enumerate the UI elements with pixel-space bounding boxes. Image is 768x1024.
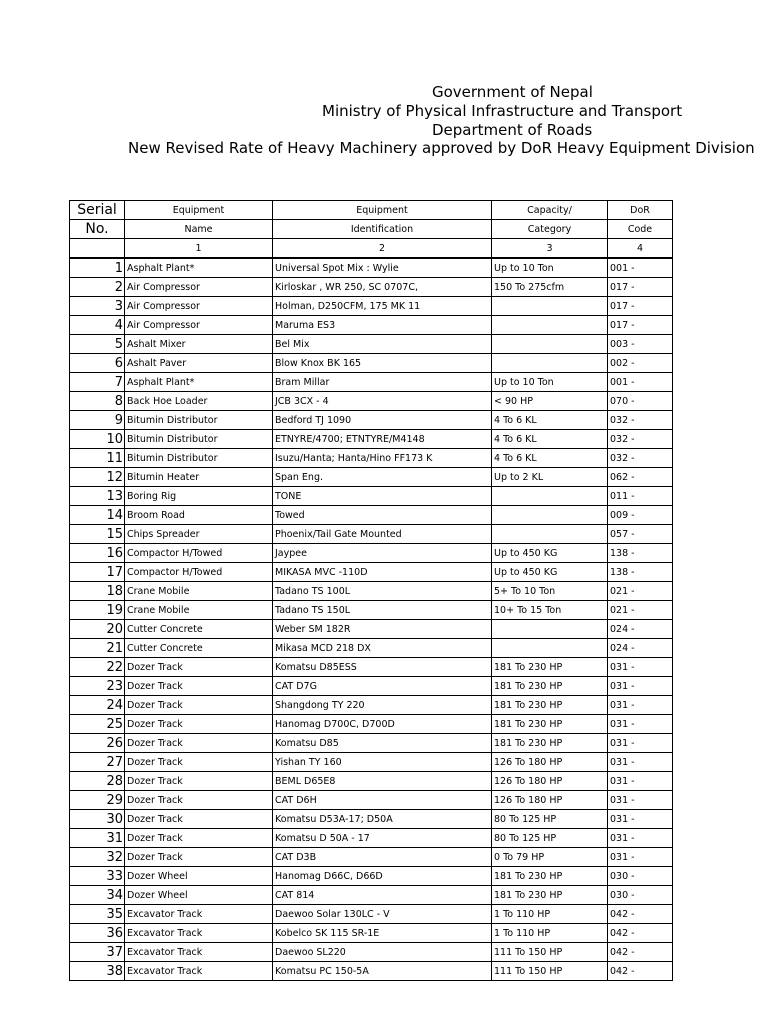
identification-cell: BEML D65E8 xyxy=(273,772,492,791)
identification-cell: Mikasa MCD 218 DX xyxy=(273,639,492,658)
table-row xyxy=(70,962,673,981)
table-row xyxy=(70,715,673,734)
dor-code-cell: 031 - xyxy=(608,696,673,715)
header-identification-bottom: Identification xyxy=(273,220,492,239)
table-row xyxy=(70,791,673,810)
identification-cell: Daewoo Solar 130LC - V xyxy=(273,905,492,924)
serial-number-cell: 38 xyxy=(70,962,125,981)
dor-code-cell: 032 - xyxy=(608,411,673,430)
capacity-cell xyxy=(492,335,608,354)
serial-number-cell: 6 xyxy=(70,354,125,373)
capacity-cell: 181 To 230 HP xyxy=(492,677,608,696)
department-title: Department of Roads xyxy=(432,121,593,139)
table-row xyxy=(70,335,673,354)
capacity-cell xyxy=(492,316,608,335)
equipment-name-cell: Crane Mobile xyxy=(125,582,273,601)
serial-number-cell: 15 xyxy=(70,525,125,544)
equipment-name-cell: Air Compressor xyxy=(125,316,273,335)
table-row xyxy=(70,734,673,753)
dor-code-cell: 032 - xyxy=(608,449,673,468)
equipment-name-cell: Bitumin Heater xyxy=(125,468,273,487)
serial-number-cell: 14 xyxy=(70,506,125,525)
table-row xyxy=(70,468,673,487)
capacity-cell xyxy=(492,354,608,373)
identification-cell: CAT 814 xyxy=(273,886,492,905)
table-header xyxy=(70,201,673,259)
equipment-name-cell: Air Compressor xyxy=(125,278,273,297)
equipment-name-cell: Cutter Concrete xyxy=(125,620,273,639)
equipment-name-cell: Excavator Track xyxy=(125,905,273,924)
capacity-cell: Up to 2 KL xyxy=(492,468,608,487)
dor-code-cell: 001 - xyxy=(608,373,673,392)
header-index-2: 2 xyxy=(273,239,492,259)
equipment-name-cell: Excavator Track xyxy=(125,943,273,962)
identification-cell: TONE xyxy=(273,487,492,506)
dor-code-cell: 021 - xyxy=(608,582,673,601)
serial-number-cell: 27 xyxy=(70,753,125,772)
table-row xyxy=(70,905,673,924)
serial-number-cell: 9 xyxy=(70,411,125,430)
serial-number-cell: 33 xyxy=(70,867,125,886)
header-capacity-bottom: Category xyxy=(492,220,608,239)
equipment-name-cell: Dozer Wheel xyxy=(125,867,273,886)
table-row xyxy=(70,297,673,316)
capacity-cell: 126 To 180 HP xyxy=(492,791,608,810)
dor-code-cell: 021 - xyxy=(608,601,673,620)
dor-code-cell: 062 - xyxy=(608,468,673,487)
capacity-cell: 80 To 125 HP xyxy=(492,810,608,829)
serial-number-cell: 23 xyxy=(70,677,125,696)
identification-cell: Phoenix/Tail Gate Mounted xyxy=(273,525,492,544)
header-index-4: 4 xyxy=(608,239,673,259)
identification-cell: CAT D6H xyxy=(273,791,492,810)
capacity-cell: 111 To 150 HP xyxy=(492,943,608,962)
table-row xyxy=(70,867,673,886)
dor-code-cell: 024 - xyxy=(608,639,673,658)
identification-cell: JCB 3CX - 4 xyxy=(273,392,492,411)
table-row xyxy=(70,753,673,772)
equipment-name-cell: Excavator Track xyxy=(125,924,273,943)
table-body xyxy=(70,258,673,981)
equipment-name-cell: Compactor H/Towed xyxy=(125,563,273,582)
dor-code-cell: 032 - xyxy=(608,430,673,449)
capacity-cell: 4 To 6 KL xyxy=(492,430,608,449)
serial-number-cell: 36 xyxy=(70,924,125,943)
table-row xyxy=(70,506,673,525)
serial-number-cell: 16 xyxy=(70,544,125,563)
identification-cell: CAT D3B xyxy=(273,848,492,867)
machinery-rate-table xyxy=(69,200,672,981)
table-row xyxy=(70,639,673,658)
equipment-name-cell: Excavator Track xyxy=(125,962,273,981)
table-row xyxy=(70,582,673,601)
header-serial-bottom: No. xyxy=(70,220,125,239)
capacity-cell: Up to 10 Ton xyxy=(492,258,608,278)
serial-number-cell: 12 xyxy=(70,468,125,487)
table-row xyxy=(70,696,673,715)
capacity-cell: 111 To 150 HP xyxy=(492,962,608,981)
identification-cell: Universal Spot Mix : Wylie xyxy=(273,258,492,278)
identification-cell: Kobelco SK 115 SR-1E xyxy=(273,924,492,943)
dor-code-cell: 003 - xyxy=(608,335,673,354)
equipment-name-cell: Dozer Track xyxy=(125,677,273,696)
capacity-cell: 10+ To 15 Ton xyxy=(492,601,608,620)
capacity-cell: 126 To 180 HP xyxy=(492,753,608,772)
capacity-cell: < 90 HP xyxy=(492,392,608,411)
table-row xyxy=(70,525,673,544)
identification-cell: Bram Millar xyxy=(273,373,492,392)
table-row xyxy=(70,677,673,696)
dor-code-cell: 031 - xyxy=(608,810,673,829)
equipment-name-cell: Dozer Track xyxy=(125,715,273,734)
document-title: New Revised Rate of Heavy Machinery approved by DoR Heavy Equipment Division xyxy=(128,139,755,157)
equipment-name-cell: Dozer Track xyxy=(125,734,273,753)
serial-number-cell: 24 xyxy=(70,696,125,715)
document-header xyxy=(0,0,768,170)
equipment-name-cell: Dozer Track xyxy=(125,791,273,810)
dor-code-cell: 031 - xyxy=(608,658,673,677)
table-row xyxy=(70,772,673,791)
header-row-top xyxy=(70,201,673,220)
capacity-cell: 181 To 230 HP xyxy=(492,658,608,677)
capacity-cell: 5+ To 10 Ton xyxy=(492,582,608,601)
capacity-cell: 4 To 6 KL xyxy=(492,411,608,430)
table-row xyxy=(70,411,673,430)
capacity-cell xyxy=(492,639,608,658)
serial-number-cell: 28 xyxy=(70,772,125,791)
capacity-cell: 80 To 125 HP xyxy=(492,829,608,848)
equipment-name-cell: Asphalt Plant* xyxy=(125,373,273,392)
identification-cell: Bel Mix xyxy=(273,335,492,354)
equipment-name-cell: Boring Rig xyxy=(125,487,273,506)
equipment-name-cell: Asphalt Plant* xyxy=(125,258,273,278)
header-index-row xyxy=(70,239,673,259)
header-identification-top: Equipment xyxy=(273,201,492,220)
capacity-cell: 0 To 79 HP xyxy=(492,848,608,867)
capacity-cell: 181 To 230 HP xyxy=(492,886,608,905)
header-capacity-top: Capacity/ xyxy=(492,201,608,220)
dor-code-cell: 138 - xyxy=(608,563,673,582)
equipment-name-cell: Back Hoe Loader xyxy=(125,392,273,411)
serial-number-cell: 7 xyxy=(70,373,125,392)
identification-cell: Weber SM 182R xyxy=(273,620,492,639)
dor-code-cell: 057 - xyxy=(608,525,673,544)
capacity-cell xyxy=(492,525,608,544)
rate-table xyxy=(69,200,673,981)
equipment-name-cell: Dozer Track xyxy=(125,848,273,867)
dor-code-cell: 031 - xyxy=(608,715,673,734)
table-row xyxy=(70,601,673,620)
capacity-cell xyxy=(492,506,608,525)
serial-number-cell: 8 xyxy=(70,392,125,411)
serial-number-cell: 30 xyxy=(70,810,125,829)
serial-number-cell: 21 xyxy=(70,639,125,658)
serial-number-cell: 5 xyxy=(70,335,125,354)
identification-cell: Kirloskar , WR 250, SC 0707C, xyxy=(273,278,492,297)
dor-code-cell: 017 - xyxy=(608,316,673,335)
table-row xyxy=(70,354,673,373)
serial-number-cell: 10 xyxy=(70,430,125,449)
identification-cell: Maruma ES3 xyxy=(273,316,492,335)
capacity-cell xyxy=(492,620,608,639)
dor-code-cell: 031 - xyxy=(608,753,673,772)
header-index-blank xyxy=(70,239,125,259)
serial-number-cell: 32 xyxy=(70,848,125,867)
government-title: Government of Nepal xyxy=(432,83,593,101)
equipment-name-cell: Bitumin Distributor xyxy=(125,411,273,430)
table-row xyxy=(70,392,673,411)
dor-code-cell: 042 - xyxy=(608,924,673,943)
identification-cell: Shangdong TY 220 xyxy=(273,696,492,715)
identification-cell: Span Eng. xyxy=(273,468,492,487)
equipment-name-cell: Ashalt Mixer xyxy=(125,335,273,354)
capacity-cell: 4 To 6 KL xyxy=(492,449,608,468)
identification-cell: Komatsu D53A-17; D50A xyxy=(273,810,492,829)
equipment-name-cell: Chips Spreader xyxy=(125,525,273,544)
identification-cell: Komatsu D85 xyxy=(273,734,492,753)
serial-number-cell: 13 xyxy=(70,487,125,506)
capacity-cell: 181 To 230 HP xyxy=(492,867,608,886)
identification-cell: Jaypee xyxy=(273,544,492,563)
serial-number-cell: 22 xyxy=(70,658,125,677)
serial-number-cell: 11 xyxy=(70,449,125,468)
dor-code-cell: 031 - xyxy=(608,677,673,696)
table-row xyxy=(70,487,673,506)
serial-number-cell: 35 xyxy=(70,905,125,924)
table-row xyxy=(70,924,673,943)
equipment-name-cell: Dozer Track xyxy=(125,829,273,848)
table-row xyxy=(70,829,673,848)
serial-number-cell: 37 xyxy=(70,943,125,962)
capacity-cell: 181 To 230 HP xyxy=(492,696,608,715)
dor-code-cell: 030 - xyxy=(608,867,673,886)
identification-cell: Bedford TJ 1090 xyxy=(273,411,492,430)
identification-cell: Tadano TS 150L xyxy=(273,601,492,620)
dor-code-cell: 070 - xyxy=(608,392,673,411)
table-row xyxy=(70,848,673,867)
identification-cell: Tadano TS 100L xyxy=(273,582,492,601)
identification-cell: ETNYRE/4700; ETNTYRE/M4148 xyxy=(273,430,492,449)
table-row xyxy=(70,373,673,392)
serial-number-cell: 34 xyxy=(70,886,125,905)
header-code-bottom: Code xyxy=(608,220,673,239)
table-row xyxy=(70,658,673,677)
dor-code-cell: 009 - xyxy=(608,506,673,525)
serial-number-cell: 20 xyxy=(70,620,125,639)
equipment-name-cell: Bitumin Distributor xyxy=(125,449,273,468)
header-index-3: 3 xyxy=(492,239,608,259)
header-index-1: 1 xyxy=(125,239,273,259)
equipment-name-cell: Bitumin Distributor xyxy=(125,430,273,449)
identification-cell: MIKASA MVC -110D xyxy=(273,563,492,582)
serial-number-cell: 19 xyxy=(70,601,125,620)
table-row xyxy=(70,544,673,563)
equipment-name-cell: Broom Road xyxy=(125,506,273,525)
identification-cell: Isuzu/Hanta; Hanta/Hino FF173 K xyxy=(273,449,492,468)
dor-code-cell: 024 - xyxy=(608,620,673,639)
header-code-top: DoR xyxy=(608,201,673,220)
equipment-name-cell: Crane Mobile xyxy=(125,601,273,620)
capacity-cell xyxy=(492,487,608,506)
equipment-name-cell: Ashalt Paver xyxy=(125,354,273,373)
table-row xyxy=(70,316,673,335)
identification-cell: Daewoo SL220 xyxy=(273,943,492,962)
dor-code-cell: 002 - xyxy=(608,354,673,373)
capacity-cell: 150 To 275cfm xyxy=(492,278,608,297)
serial-number-cell: 1 xyxy=(70,258,125,278)
identification-cell: Yishan TY 160 xyxy=(273,753,492,772)
capacity-cell xyxy=(492,297,608,316)
capacity-cell: 1 To 110 HP xyxy=(492,905,608,924)
equipment-name-cell: Dozer Track xyxy=(125,772,273,791)
table-row xyxy=(70,810,673,829)
dor-code-cell: 042 - xyxy=(608,905,673,924)
table-row xyxy=(70,430,673,449)
table-row xyxy=(70,620,673,639)
equipment-name-cell: Cutter Concrete xyxy=(125,639,273,658)
table-row xyxy=(70,886,673,905)
header-equipment-name-bottom: Name xyxy=(125,220,273,239)
table-row xyxy=(70,563,673,582)
dor-code-cell: 011 - xyxy=(608,487,673,506)
identification-cell: Komatsu D 50A - 17 xyxy=(273,829,492,848)
dor-code-cell: 001 - xyxy=(608,258,673,278)
identification-cell: Holman, D250CFM, 175 MK 11 xyxy=(273,297,492,316)
identification-cell: CAT D7G xyxy=(273,677,492,696)
capacity-cell: 181 To 230 HP xyxy=(492,715,608,734)
identification-cell: Blow Knox BK 165 xyxy=(273,354,492,373)
serial-number-cell: 29 xyxy=(70,791,125,810)
serial-number-cell: 17 xyxy=(70,563,125,582)
equipment-name-cell: Compactor H/Towed xyxy=(125,544,273,563)
capacity-cell: Up to 10 Ton xyxy=(492,373,608,392)
equipment-name-cell: Dozer Track xyxy=(125,753,273,772)
table-row xyxy=(70,943,673,962)
capacity-cell: 126 To 180 HP xyxy=(492,772,608,791)
capacity-cell: 181 To 230 HP xyxy=(492,734,608,753)
dor-code-cell: 031 - xyxy=(608,848,673,867)
dor-code-cell: 042 - xyxy=(608,962,673,981)
table-row xyxy=(70,278,673,297)
dor-code-cell: 042 - xyxy=(608,943,673,962)
header-serial-top: Serial xyxy=(70,201,125,220)
equipment-name-cell: Dozer Track xyxy=(125,658,273,677)
serial-number-cell: 3 xyxy=(70,297,125,316)
serial-number-cell: 2 xyxy=(70,278,125,297)
dor-code-cell: 030 - xyxy=(608,886,673,905)
dor-code-cell: 031 - xyxy=(608,791,673,810)
header-equipment-name-top: Equipment xyxy=(125,201,273,220)
capacity-cell: 1 To 110 HP xyxy=(492,924,608,943)
capacity-cell: Up to 450 KG xyxy=(492,563,608,582)
serial-number-cell: 25 xyxy=(70,715,125,734)
serial-number-cell: 4 xyxy=(70,316,125,335)
equipment-name-cell: Air Compressor xyxy=(125,297,273,316)
serial-number-cell: 26 xyxy=(70,734,125,753)
table-row xyxy=(70,258,673,278)
serial-number-cell: 18 xyxy=(70,582,125,601)
dor-code-cell: 031 - xyxy=(608,734,673,753)
dor-code-cell: 017 - xyxy=(608,297,673,316)
identification-cell: Hanomag D66C, D66D xyxy=(273,867,492,886)
identification-cell: Komatsu D85ESS xyxy=(273,658,492,677)
serial-number-cell: 31 xyxy=(70,829,125,848)
capacity-cell: Up to 450 KG xyxy=(492,544,608,563)
equipment-name-cell: Dozer Track xyxy=(125,696,273,715)
equipment-name-cell: Dozer Wheel xyxy=(125,886,273,905)
dor-code-cell: 031 - xyxy=(608,829,673,848)
header-row-bottom xyxy=(70,220,673,239)
identification-cell: Towed xyxy=(273,506,492,525)
identification-cell: Hanomag D700C, D700D xyxy=(273,715,492,734)
dor-code-cell: 017 - xyxy=(608,278,673,297)
ministry-title: Ministry of Physical Infrastructure and Transport xyxy=(322,102,683,120)
identification-cell: Komatsu PC 150-5A xyxy=(273,962,492,981)
dor-code-cell: 138 - xyxy=(608,544,673,563)
table-row xyxy=(70,449,673,468)
dor-code-cell: 031 - xyxy=(608,772,673,791)
equipment-name-cell: Dozer Track xyxy=(125,810,273,829)
